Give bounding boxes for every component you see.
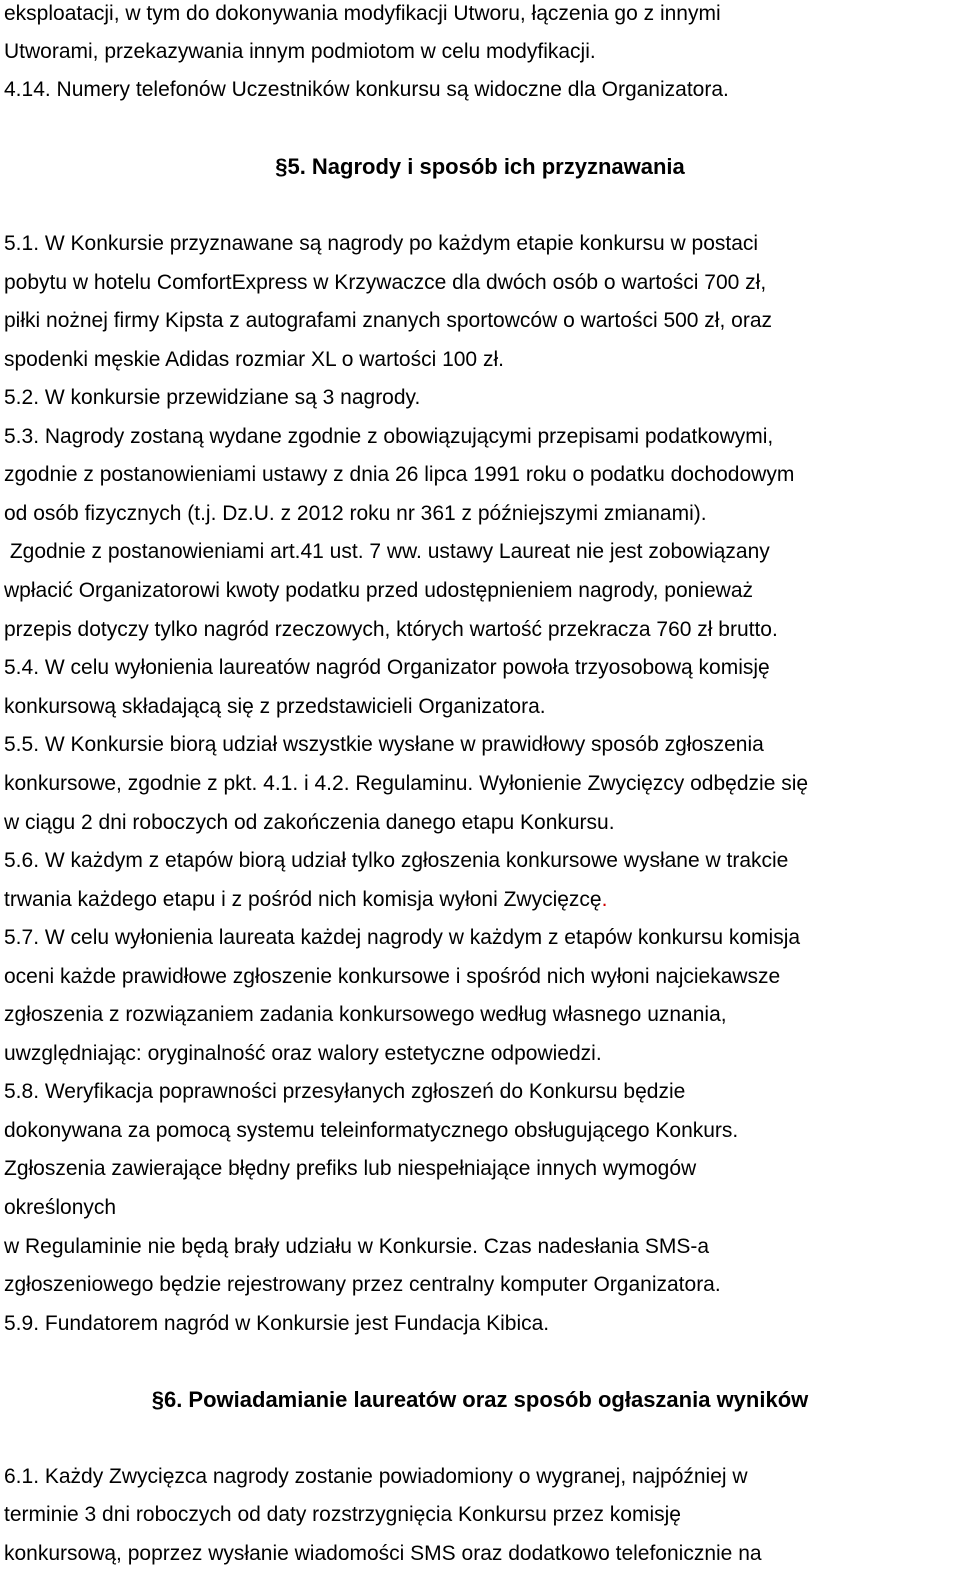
text-line: od osób fizycznych (t.j. Dz.U. z 2012 roku nr 361 z późniejszymi zmianami). xyxy=(4,502,707,525)
text-line: 5.3. Nagrody zostaną wydane zgodnie z obowiązującymi przepisami podatkowymi, xyxy=(4,425,774,448)
text-line: przepis dotyczy tylko nagród rzeczowych, których wartość przekracza 760 zł brutto. xyxy=(4,618,778,641)
text-line: konkursową, poprzez wysłanie wiadomości SMS oraz dodatkowo telefonicznie na xyxy=(4,1542,762,1565)
text-line: eksploatacji, w tym do dokonywania modyfikacji Utworu, łączenia go z innymi xyxy=(4,2,721,25)
text-line: 5.6. W każdym z etapów biorą udział tylko zgłoszenia konkursowe wysłane w trakcie xyxy=(4,849,789,872)
text-line: Utworami, przekazywania innym podmiotom w celu modyfikacji. xyxy=(4,40,596,63)
text-line: w ciągu 2 dni roboczych od zakończenia danego etapu Konkursu. xyxy=(4,811,615,834)
text-line: konkursowe, zgodnie z pkt. 4.1. i 4.2. Regulaminu. Wyłonienie Zwycięzcy odbędzie się xyxy=(4,772,809,795)
text-line: oceni każde prawidłowe zgłoszenie konkursowe i spośród nich wyłoni najciekawsze xyxy=(4,965,781,988)
text-line: w Regulaminie nie będą brały udziału w Konkursie. Czas nadesłania SMS-a xyxy=(4,1235,710,1258)
text-line: konkursową składającą się z przedstawicieli Organizatora. xyxy=(4,695,546,718)
text-line: zgłoszenia z rozwiązaniem zadania konkursowego według własnego uznania, xyxy=(4,1003,727,1026)
text-line: spodenki męskie Adidas rozmiar XL o wartości 100 zł. xyxy=(4,348,504,371)
text-line xyxy=(4,888,607,912)
text-line: zgodnie z postanowieniami ustawy z dnia 26 lipca 1991 roku o podatku dochodowym xyxy=(4,463,795,486)
text-line-body: trwania każdego etapu i z pośród nich komisja wyłoni Zwycięzcę xyxy=(4,888,602,911)
text-line: dokonywana za pomocą systemu teleinformatycznego obsługującego Konkurs. xyxy=(4,1119,739,1142)
section-heading-5: §5. Nagrody i sposób ich przyznawania xyxy=(275,154,685,179)
text-line: wpłacić Organizatorowi kwoty podatku przed udostępnieniem nagrody, ponieważ xyxy=(4,579,754,602)
text-line: uwzględniając: oryginalność oraz walory estetyczne odpowiedzi. xyxy=(4,1042,602,1065)
text-line: 5.5. W Konkursie biorą udział wszystkie wysłane w prawidłowy sposób zgłoszenia xyxy=(4,733,764,756)
text-line: 5.9. Fundatorem nagród w Konkursie jest Fundacja Kibica. xyxy=(4,1312,550,1335)
text-line: Zgodnie z postanowieniami art.41 ust. 7 ww. ustawy Laureat nie jest zobowiązany xyxy=(4,540,770,563)
red-period: . xyxy=(601,888,608,911)
text-line: określonych xyxy=(4,1196,117,1219)
text-line: piłki nożnej firmy Kipsta z autografami znanych sportowców o wartości 500 zł, oraz xyxy=(4,309,772,332)
text-line: 5.7. W celu wyłonienia laureata każdej nagrody w każdym z etapów konkursu komisja xyxy=(4,926,801,949)
text-line: Zgłoszenia zawierające błędny prefiks lub niespełniające innych wymogów xyxy=(4,1157,697,1180)
text-line: 4.14. Numery telefonów Uczestników konkursu są widoczne dla Organizatora. xyxy=(4,78,729,101)
text-line: terminie 3 dni roboczych od daty rozstrzygnięcia Konkursu przez komisję xyxy=(4,1503,681,1526)
text-line: 5.8. Weryfikacja poprawności przesyłanych zgłoszeń do Konkursu będzie xyxy=(4,1080,686,1103)
text-line: 5.1. W Konkursie przyznawane są nagrody po każdym etapie konkursu w postaci xyxy=(4,232,759,255)
text-line: zgłoszeniowego będzie rejestrowany przez centralny komputer Organizatora. xyxy=(4,1273,721,1296)
text-line: 5.2. W konkursie przewidziane są 3 nagrody. xyxy=(4,386,421,409)
text-line: pobytu w hotelu ComfortExpress w Krzywaczce dla dwóch osób o wartości 700 zł, xyxy=(4,271,767,294)
text-line: 5.4. W celu wyłonienia laureatów nagród Organizator powoła trzyosobową komisję xyxy=(4,656,770,679)
text-line: 6.1. Każdy Zwycięzca nagrody zostanie powiadomiony o wygranej, najpóźniej w xyxy=(4,1465,748,1488)
section-heading-6: §6. Powiadamianie laureatów oraz sposób ogłaszania wyników xyxy=(151,1387,809,1412)
